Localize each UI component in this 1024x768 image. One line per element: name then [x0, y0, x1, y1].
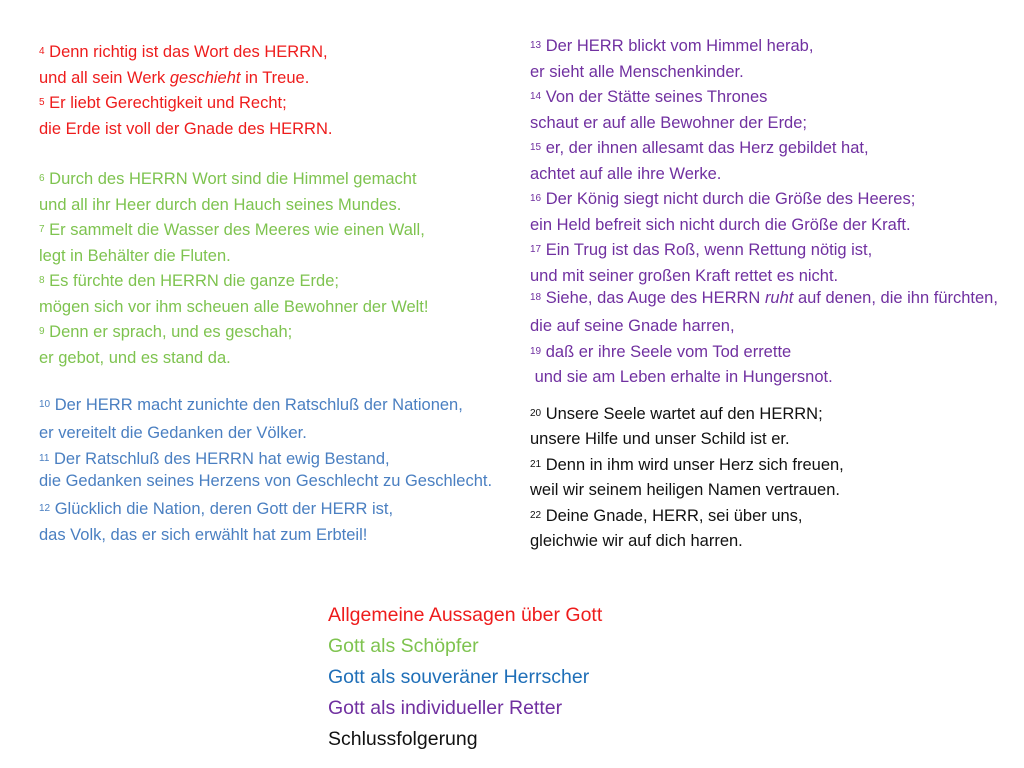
color-legend — [328, 600, 748, 755]
verse-line: ein Held befreit sich nicht durch die Größe der Kraft. — [530, 215, 911, 234]
verse-line: und all sein Werk geschieht in Treue. — [39, 68, 310, 87]
verse-line: $^9$ Denn er sprach, und es geschah; — [39, 323, 293, 341]
verse-line: achtet auf alle ihre Werke. — [530, 164, 722, 183]
verse-number: 19 — [530, 345, 542, 357]
verse-line: und sie am Leben erhalte in Hungersnot. — [530, 368, 833, 386]
verse-line: $^{19}$ daß er ihre Seele vom Tod errette — [530, 342, 792, 361]
verse-line: $^{21}$ Denn in ihm wird unser Herz sich freuen, — [530, 455, 844, 474]
verse-line: $^6$ Durch des HERRN Wort sind die Himmel gemacht — [39, 170, 417, 188]
verse-line: die Gedanken seines Herzens von Geschlecht zu Geschlecht. — [39, 472, 493, 490]
verse-number: 10 — [39, 399, 51, 410]
verse-line: weil wir seinem heiligen Namen vertrauen. — [530, 481, 840, 499]
verse-line: $^4$ Denn richtig ist das Wort des HERRN, — [39, 43, 328, 61]
verse-line: gleichwie wir auf dich harren. — [530, 532, 743, 550]
verse-line: $^{10}$ Der HERR macht zunichte den Ratschluß der Nationen, — [39, 396, 463, 414]
verse-number: 7 — [39, 224, 45, 235]
verse-line: er sieht alle Menschenkinder. — [530, 62, 744, 81]
verses-savior — [530, 34, 1010, 391]
verse-line: $^8$ Es fürchte den HERRN die ganze Erde; — [39, 272, 339, 290]
verse-number: 22 — [530, 509, 542, 521]
verse-number: 20 — [530, 407, 542, 419]
verse-number: 16 — [530, 193, 542, 204]
verse-line: $^{18}$ Siehe, das Auge des HERRN ruht auf denen, die ihn fürchten, — [530, 289, 998, 307]
verse-line: unsere Hilfe und unser Schild ist er. — [530, 430, 790, 448]
verse-number: 9 — [39, 326, 45, 337]
verse-line: $^{16}$ Der König siegt nicht durch die Größe des Heeres; — [530, 190, 916, 208]
right-column — [530, 34, 1010, 555]
verse-number: 17 — [530, 244, 542, 255]
verses-creator — [39, 167, 509, 371]
verses-ruler — [39, 396, 509, 548]
verse-line: $^{14}$ Von der Stätte seines Thrones — [530, 88, 768, 106]
emphasis-word: geschieht — [169, 68, 241, 87]
verse-line: $^{22}$ Deine Gnade, HERR, sei über uns, — [530, 506, 803, 525]
emphasis-word: ruht — [764, 289, 794, 307]
verse-line: $^{15}$ er, der ihnen allesamt das Herz gebildet hat, — [530, 139, 869, 157]
verse-number: 6 — [39, 173, 45, 184]
verse-number: 12 — [39, 503, 51, 514]
verse-line: $^{20}$ Unsere Seele wartet auf den HERRN; — [530, 404, 823, 423]
verse-number: 4 — [39, 46, 45, 57]
verse-number: 5 — [39, 97, 45, 108]
verse-line: die auf seine Gnade harren, — [530, 317, 735, 335]
legend-conclusion: Schlussfolgerung — [328, 728, 478, 750]
verse-line: $^{13}$ Der HERR blickt vom Himmel herab, — [530, 37, 814, 55]
verse-number: 8 — [39, 275, 45, 286]
legend-ruler: Gott als souveräner Herrscher — [328, 666, 590, 688]
verse-line: $^{17}$ Ein Trug ist das Roß, wenn Rettung nötig ist, — [530, 241, 873, 259]
verse-number: 13 — [530, 40, 542, 51]
legend-creator: Gott als Schöpfer — [328, 635, 479, 657]
verse-number: 14 — [530, 91, 542, 102]
verses-general — [39, 40, 509, 142]
left-column — [39, 40, 509, 548]
verse-line: er vereitelt die Gedanken der Völker. — [39, 424, 307, 442]
verse-line: und all ihr Heer durch den Hauch seines Mundes. — [39, 195, 402, 214]
verse-number: 18 — [530, 292, 542, 303]
verse-line: er gebot, und es stand da. — [39, 348, 231, 367]
verse-line: das Volk, das er sich erwählt hat zum Erbteil! — [39, 525, 368, 544]
verse-number: 15 — [530, 142, 542, 153]
verse-line: $^5$ Er liebt Gerechtigkeit und Recht; — [39, 94, 287, 112]
legend-savior: Gott als individueller Retter — [328, 697, 563, 719]
verse-line: $^{12}$ Glücklich die Nation, deren Gott der HERR ist, — [39, 500, 394, 518]
verse-line: mögen sich vor ihm scheuen alle Bewohner der Welt! — [39, 297, 429, 316]
verse-number: 21 — [530, 458, 542, 470]
verse-line: die Erde ist voll der Gnade des HERRN. — [39, 119, 333, 138]
verse-line: $^7$ Er sammelt die Wasser des Meeres wie einen Wall, — [39, 221, 425, 239]
verse-line: $^{11}$ Der Ratschluß des HERRN hat ewig Bestand, — [39, 449, 390, 468]
verse-number: 11 — [39, 452, 50, 464]
verse-line: schaut er auf alle Bewohner der Erde; — [530, 113, 807, 132]
verses-conclusion — [530, 402, 1010, 555]
verse-line: legt in Behälter die Fluten. — [39, 246, 231, 265]
legend-general: Allgemeine Aussagen über Gott — [328, 604, 603, 626]
verse-line: und mit seiner großen Kraft rettet es nicht. — [530, 266, 839, 285]
